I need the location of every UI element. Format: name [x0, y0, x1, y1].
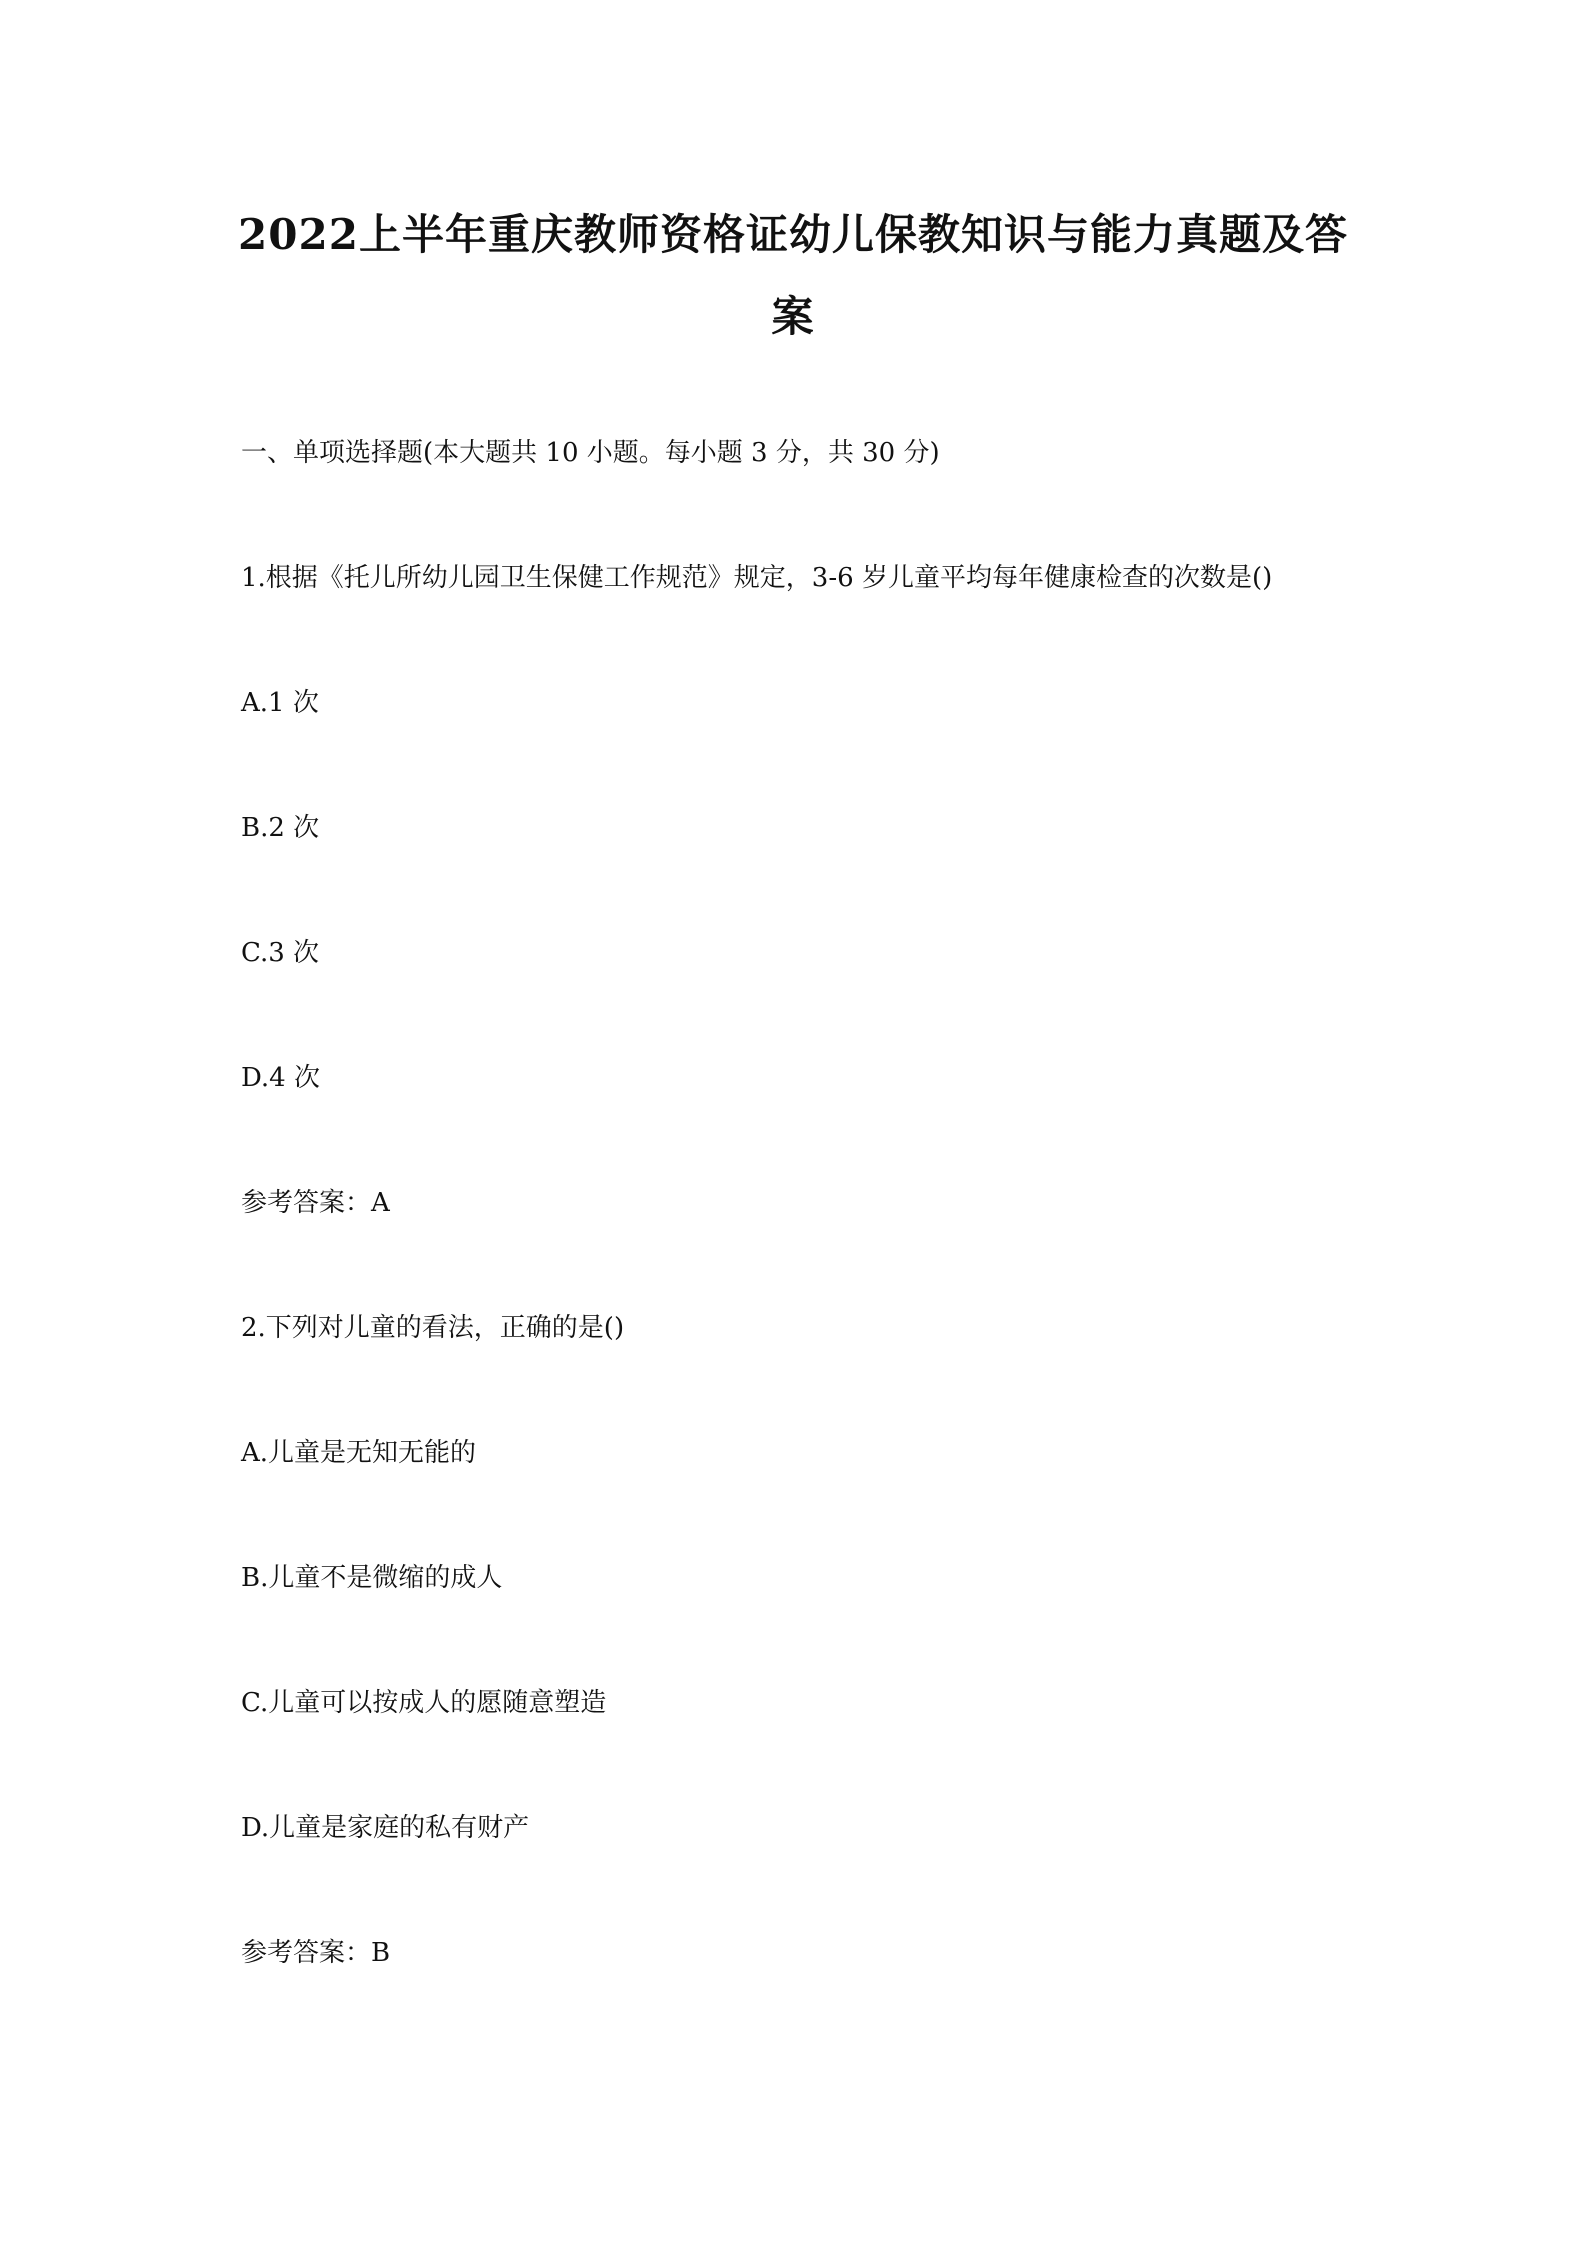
question-2-option-a: A.儿童是无知无能的 [241, 1438, 477, 1468]
question-1-stem: 1.根据《托儿所幼儿园卫生保健工作规范》规定，3-6 岁儿童平均每年健康检查的次数是() [241, 563, 1273, 593]
question-2-option-d: D.儿童是家庭的私有财产 [241, 1813, 530, 1843]
section-heading: 一、单项选择题(本大题共 10 小题。每小题 3 分，共 30 分) [241, 438, 940, 468]
question-2-option-c: C.儿童可以按成人的愿随意塑造 [241, 1688, 607, 1718]
question-2-option-b: B.儿童不是微缩的成人 [241, 1563, 503, 1593]
question-1-answer: 参考答案：A [241, 1188, 390, 1218]
question-2-answer: 参考答案：B [241, 1938, 391, 1968]
question-1-option-c: C.3 次 [241, 938, 320, 968]
question-1-option-d: D.4 次 [241, 1063, 320, 1093]
document-title-line-1: 2022上半年重庆教师资格证幼儿保教知识与能力真题及答 [238, 210, 1348, 259]
question-1-option-a: A.1 次 [241, 688, 319, 718]
question-1-option-b: B.2 次 [241, 813, 320, 843]
document-title-line-2: 案 [771, 292, 815, 341]
question-2-stem: 2.下列对儿童的看法，正确的是() [241, 1313, 625, 1343]
